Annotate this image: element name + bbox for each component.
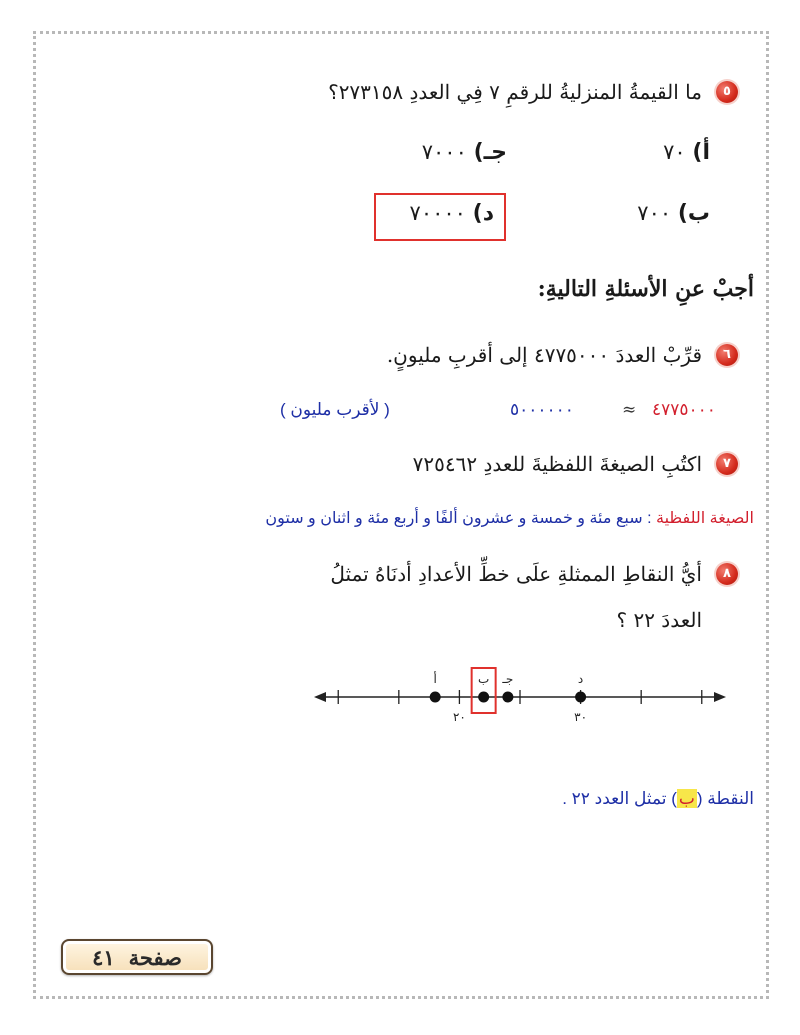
option-d (410, 201, 494, 226)
page-number-badge (61, 939, 213, 975)
section-heading: أجبْ عنِ الأسئلةِ التاليةِ: (537, 276, 754, 302)
answer-prefix: النقطة ( (696, 789, 754, 808)
question-text: قرِّبْ العددَ ٤٧٧٥٠٠٠ إلى أقربِ مليونٍ. (386, 343, 702, 367)
word-form-text: سبع مئة و خمسة و عشرون ألفًا و أربع مئة و اثنان و ستون (265, 510, 643, 527)
page-word: صفحة (128, 944, 182, 970)
option-a (663, 140, 710, 165)
approx-symbol: ≈ (622, 400, 637, 420)
question-number-badge: ٧ (716, 453, 738, 475)
question-number-badge: ٨ (716, 563, 738, 585)
page-number: ٤١ (92, 944, 115, 970)
question-7 (413, 452, 738, 476)
number-line-points (430, 668, 586, 713)
left-arrowhead (314, 692, 326, 702)
question-text: اكتُبِ الصيغةَ اللفظيةَ للعددِ ٧٢٥٤٦٢ (412, 452, 702, 476)
point-dot (478, 692, 489, 703)
question-text-line2: العددَ ٢٢ ؟ (616, 608, 702, 632)
rounded-result: ٥٠٠٠٠٠٠ (510, 400, 574, 419)
question-text: أيُّ النقاطِ الممثلةِ علَى خطِّ الأعدادِ أدنَاهُ تمثلُ (330, 562, 702, 586)
option-value: ٧٠٠ (637, 201, 672, 225)
word-form-separator: : (642, 510, 656, 527)
option-value: ٧٠٠٠ (421, 140, 467, 164)
question-5 (328, 80, 738, 104)
option-letter: جـ) (473, 140, 507, 165)
question-text: ما القيمةُ المنزليةُ للرقمِ ٧ فِي العددِ ٢٧٣١٥٨؟ (328, 80, 702, 104)
rounding-note: ( لأقرب مليون ) (280, 400, 390, 419)
point-label: د (577, 672, 584, 686)
option-letter: د) (472, 201, 494, 226)
answer-suffix: ) تمثل العدد ٢٢ . (562, 789, 677, 808)
option-b (637, 201, 710, 226)
question-number-badge: ٦ (716, 344, 738, 366)
tick-label: ٣٠ (574, 710, 588, 724)
question-6 (387, 343, 738, 367)
option-letter: أ) (692, 140, 710, 165)
tick-label: ٢٠ (452, 710, 466, 724)
option-value: ٧٠ (663, 140, 686, 164)
number-line (300, 660, 740, 740)
original-number: ٤٧٧٥٠٠٠ (652, 400, 716, 419)
point-dot (430, 692, 441, 703)
point-label: جـ (502, 672, 514, 686)
q7-answer (265, 508, 754, 528)
highlighted-letter: ب (678, 789, 695, 808)
option-letter: ب) (677, 201, 710, 226)
option-value: ٧٠٠٠٠ (409, 201, 466, 225)
point-label: أ (433, 672, 437, 686)
question-number-badge: ٥ (716, 81, 738, 103)
option-c (422, 140, 507, 165)
word-form-label: الصيغة اللفظية (655, 510, 754, 527)
q6-answer (280, 400, 770, 426)
question-8 (330, 562, 738, 586)
point-label: ب (477, 672, 490, 686)
point-dot (502, 692, 513, 703)
right-arrowhead (714, 692, 726, 702)
point-dot (575, 692, 586, 703)
q8-answer (562, 789, 754, 809)
